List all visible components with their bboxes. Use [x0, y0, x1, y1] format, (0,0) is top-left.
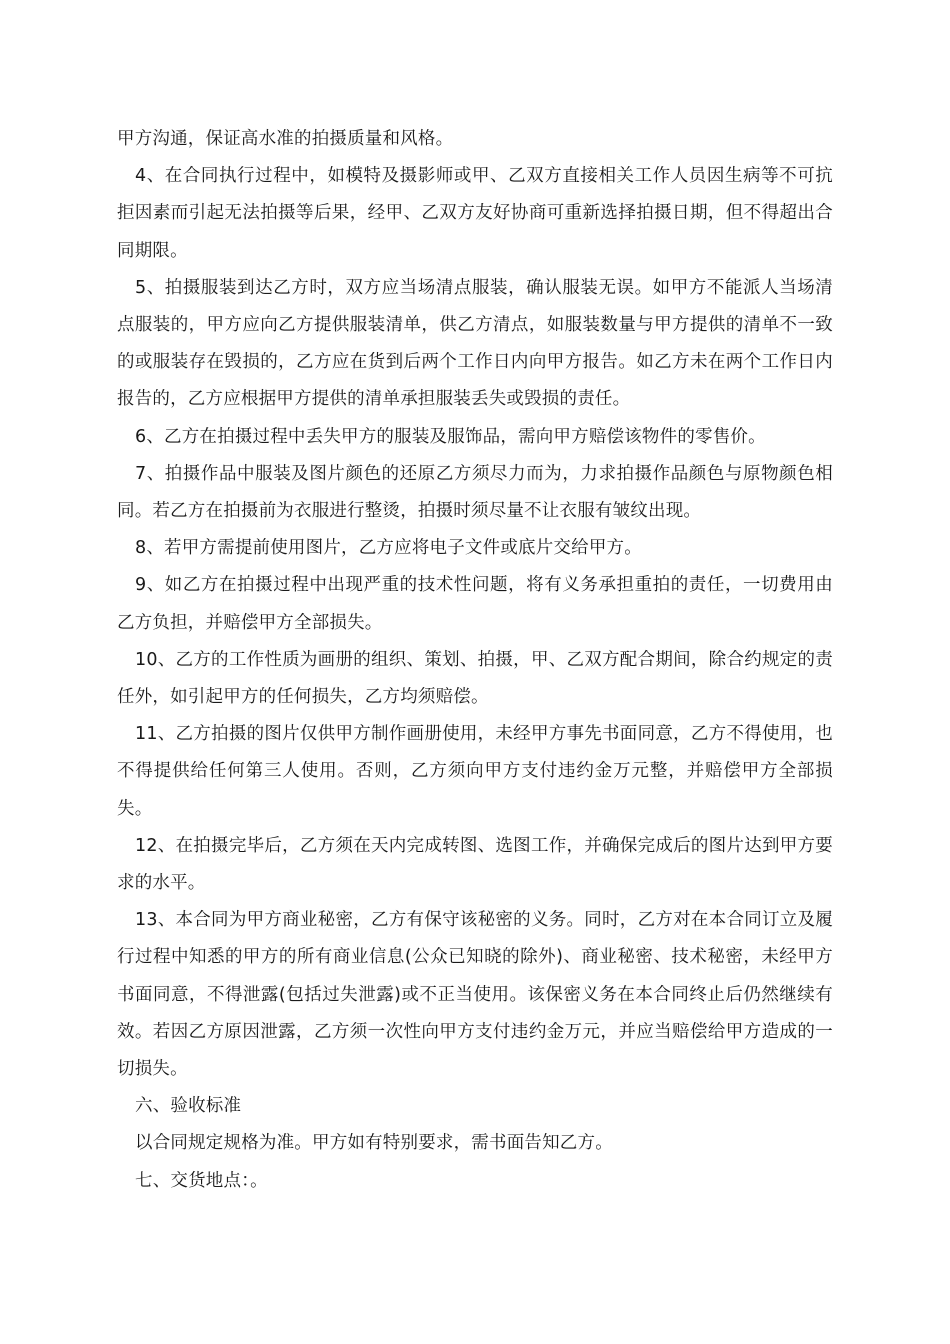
section-heading-acceptance: 六、验收标准 — [135, 1096, 242, 1117]
clause-7: 7、拍摄作品中服装及图片颜色的还原乙方须尽力而为，力求拍摄作品颜色与原物颜色相同。若乙方在拍摄前为衣服进行整烫，拍摄时须尽量不让衣服有皱纹出现。 — [117, 463, 833, 522]
clause-4: 4、在合同执行过程中，如模特及摄影师或甲、乙双方直接相关工作人员因生病等不可抗拒因素而引起无法拍摄等后果，经甲、乙双方友好协商可重新选择拍摄日期，但不得超出合同期限。 — [117, 166, 833, 261]
clause-11: 11、乙方拍摄的图片仅供甲方制作画册使用，未经甲方事先书面同意，乙方不得使用，也不得提供给任何第三人使用。否则，乙方须向甲方支付违约金万元整，并赔偿甲方全部损失。 — [117, 724, 833, 819]
paragraph-continuation: 甲方沟通，保证高水准的拍摄质量和风格。 — [117, 129, 454, 149]
document-body — [117, 121, 833, 1200]
clause-8: 8、若甲方需提前使用图片，乙方应将电子文件或底片交给甲方。 — [135, 538, 642, 559]
clause-10: 10、乙方的工作性质为画册的组织、策划、拍摄，甲、乙双方配合期间，除合约规定的责任外，如引起甲方的任何损失，乙方均须赔偿。 — [117, 649, 833, 708]
section-heading-delivery: 七、交货地点：。 — [135, 1170, 268, 1191]
clause-12: 12、在拍摄完毕后，乙方须在天内完成转图、选图工作，并确保完成后的图片达到甲方要求的水平。 — [117, 835, 833, 894]
clause-6: 6、乙方在拍摄过程中丢失甲方的服装及服饰品，需向甲方赔偿该物件的零售价。 — [135, 426, 766, 447]
clause-13: 13、本合同为甲方商业秘密，乙方有保守该秘密的义务。同时，乙方对在本合同订立及履行过程中知悉的甲方的所有商业信息(公众已知晓的除外)、商业秘密、技术秘密，未经甲方书面同意，不得泄露(包括过失泄露)或不正当使用。该保密义务在本合同终止后仍然继续有效。若因乙方原因泄露，乙方须一次性向甲方支付违约金万元，并应当赔偿给甲方造成的一切损失。 — [117, 910, 833, 1080]
clause-9: 9、如乙方在拍摄过程中出现严重的技术性问题，将有义务承担重拍的责任，一切费用由乙方负担，并赔偿甲方全部损失。 — [117, 575, 833, 633]
clause-5: 5、拍摄服装到达乙方时，双方应当场清点服装，确认服装无误。如甲方不能派人当场清点服装的，甲方应向乙方提供服装清单，供乙方清点，如服装数量与甲方提供的清单不一致的或服装存在毁损的，乙方应在货到后两个工作日内向甲方报告。如乙方未在两个工作日内报告的，乙方应根据甲方提供的清单承担服装丢失或毁损的责任。 — [117, 277, 833, 410]
acceptance-text: 以合同规定规格为准。甲方如有特别要求，需书面告知乙方。 — [135, 1133, 613, 1154]
